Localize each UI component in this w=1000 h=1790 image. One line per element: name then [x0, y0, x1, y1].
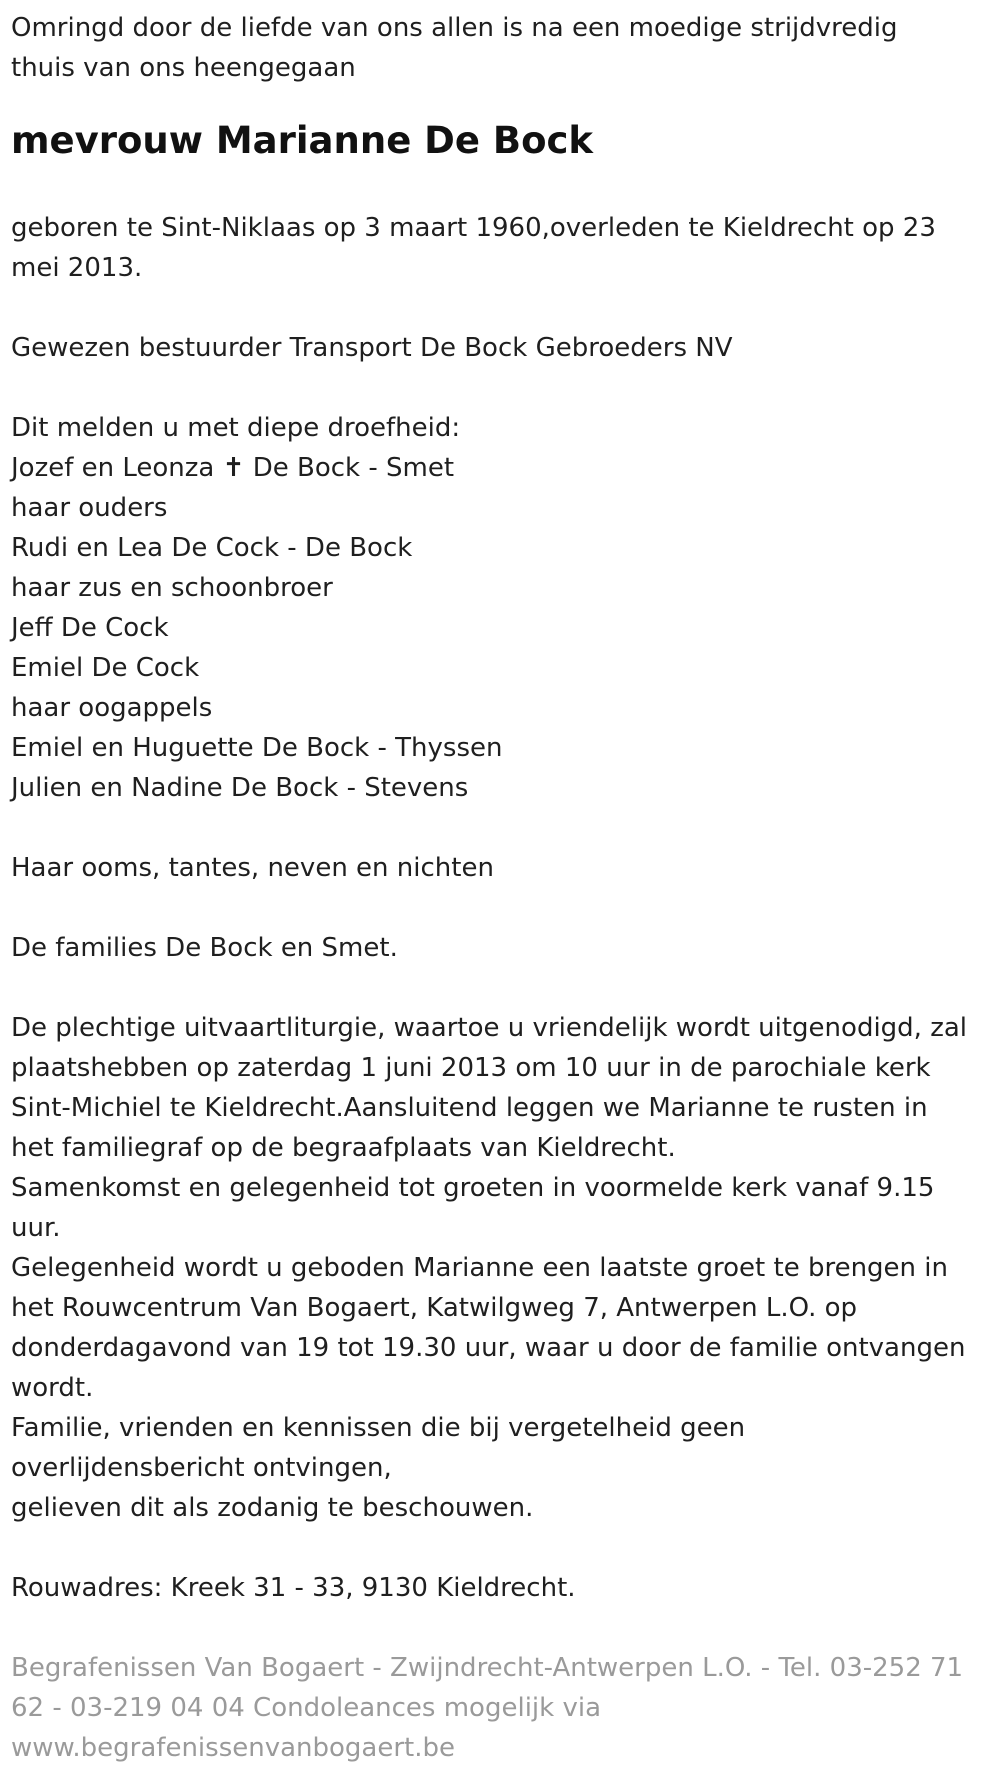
cross-icon: ✝ [222, 453, 245, 483]
ceremony-line: plaatshebben op zaterdag 1 juni 2013 om 10 uur in de parochiale kerk [11, 1053, 931, 1083]
ceremony-line: Familie, vrienden en kennissen die bij vergetelheid geen [11, 1413, 746, 1443]
family-line: Emiel De Cock [11, 653, 200, 683]
ceremony-line: gelieven dit als zodanig te beschouwen. [11, 1493, 534, 1523]
role-line: Gewezen bestuurder Transport De Bock Gebroeders NV [11, 333, 733, 363]
footer-line: Begrafenissen Van Bogaert - Zwijndrecht-Antwerpen L.O. - Tel. 03-252 71 [11, 1653, 964, 1683]
family-heading: Dit melden u met diepe droefheid: [11, 413, 461, 443]
family-parents-line [11, 448, 989, 488]
intro-line: Omringd door de liefde van ons allen is na een moedige strijdvredig [11, 13, 898, 43]
ceremony-line: donderdagavond van 19 tot 19.30 uur, waar u door de familie ontvangen [11, 1333, 966, 1363]
ceremony-line: het familiegraf op de begraafplaats van Kieldrecht. [11, 1133, 676, 1163]
ceremony-line: overlijdensbericht ontvingen, [11, 1453, 392, 1483]
parents-suffix: De Bock - Smet [252, 453, 455, 483]
parents-prefix: Jozef en Leonza [11, 453, 215, 483]
footer-text [11, 1648, 989, 1768]
family-line: Julien en Nadine De Bock - Stevens [11, 773, 469, 803]
ceremony-line: De plechtige uitvaartliturgie, waartoe u vriendelijk wordt uitgenodigd, zal [11, 1013, 968, 1043]
relatives-line: Haar ooms, tantes, neven en nichten [11, 853, 494, 883]
family-line: Emiel en Huguette De Bock - Thyssen [11, 733, 503, 763]
intro-line: thuis van ons heengegaan [11, 53, 356, 83]
address-line: Rouwadres: Kreek 31 - 33, 9130 Kieldrecht. [11, 1573, 576, 1603]
birth-line: mei 2013. [11, 253, 143, 283]
family-line: haar ouders [11, 493, 168, 523]
families-line: De families De Bock en Smet. [11, 933, 398, 963]
deceased-name: mevrouw Marianne De Bock [11, 119, 594, 162]
family-list [11, 408, 989, 808]
family-line: Rudi en Lea De Cock - De Bock [11, 533, 413, 563]
ceremony-line: uur. [11, 1213, 61, 1243]
family-line: haar zus en schoonbroer [11, 573, 333, 603]
birth-death-info [11, 208, 989, 288]
ceremony-line: wordt. [11, 1373, 94, 1403]
footer-line: 62 - 03-219 04 04 Condoleances mogelijk via [11, 1693, 602, 1723]
family-line: Jeff De Cock [11, 613, 169, 643]
ceremony-line: het Rouwcentrum Van Bogaert, Katwilgweg 7, Antwerpen L.O. op [11, 1293, 858, 1323]
birth-line: geboren te Sint-Niklaas op 3 maart 1960,overleden te Kieldrecht op 23 [11, 213, 936, 243]
ceremony-info [11, 1008, 989, 1528]
family-line: haar oogappels [11, 693, 213, 723]
footer-website-link[interactable]: www.begrafenissenvanbogaert.be [11, 1733, 456, 1763]
ceremony-line: Sint-Michiel te Kieldrecht.Aansluitend leggen we Marianne te rusten in [11, 1093, 928, 1123]
ceremony-line: Samenkomst en gelegenheid tot groeten in voormelde kerk vanaf 9.15 [11, 1173, 935, 1203]
ceremony-line: Gelegenheid wordt u geboden Marianne een laatste groet te brengen in [11, 1253, 949, 1283]
intro-text [11, 8, 989, 88]
